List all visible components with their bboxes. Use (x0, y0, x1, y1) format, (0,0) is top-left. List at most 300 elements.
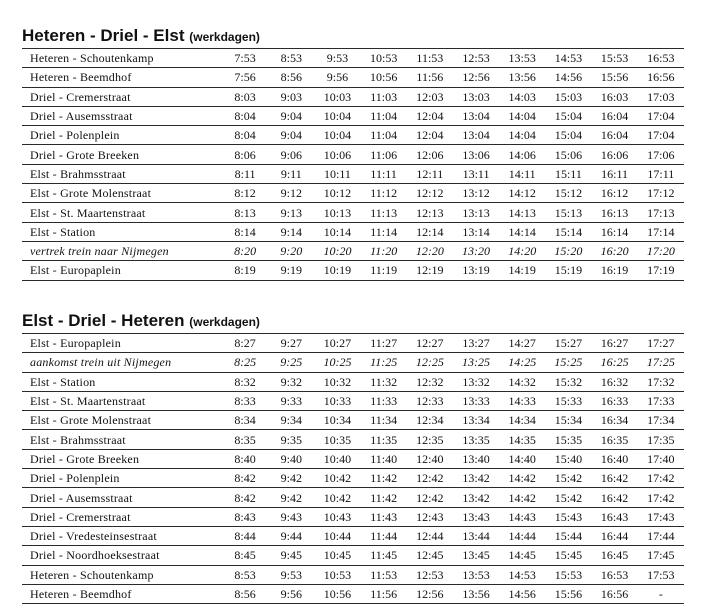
departure-time: 8:04 (222, 106, 268, 125)
departure-time: 16:12 (592, 184, 638, 203)
departure-time: 13:34 (453, 411, 499, 430)
departure-time: 12:42 (407, 488, 453, 507)
departure-time: 9:11 (268, 164, 314, 183)
departure-time: 10:53 (314, 565, 360, 584)
table-row (22, 49, 684, 68)
departure-time: 11:56 (361, 584, 407, 603)
departure-time: 10:12 (314, 184, 360, 203)
departure-time: 16:13 (592, 203, 638, 222)
departure-time: 9:34 (268, 411, 314, 430)
table-row (22, 145, 684, 164)
departure-time: 8:25 (222, 353, 268, 372)
departure-time: 9:14 (268, 222, 314, 241)
departure-time: 14:33 (499, 391, 545, 410)
departure-time: 14:14 (499, 222, 545, 241)
departure-time: 17:06 (638, 145, 684, 164)
departure-time: 14:44 (499, 526, 545, 545)
departure-time: 10:04 (314, 106, 360, 125)
departure-time: 11:20 (361, 241, 407, 260)
departure-time: 11:32 (361, 372, 407, 391)
departure-time: 12:33 (407, 391, 453, 410)
departure-time: 9:13 (268, 203, 314, 222)
table-row (22, 241, 684, 260)
departure-time: 9:27 (268, 334, 314, 353)
departure-time: 15:56 (545, 584, 591, 603)
departure-time: 15:20 (545, 241, 591, 260)
stop-name: Driel - Polenplein (22, 469, 222, 488)
departure-time: 11:45 (361, 546, 407, 565)
departure-time: 8:42 (222, 469, 268, 488)
departure-time: 12:03 (407, 87, 453, 106)
departure-time: 8:53 (222, 565, 268, 584)
departure-time: 12:06 (407, 145, 453, 164)
departure-time: 9:56 (314, 68, 360, 87)
departure-time: 10:33 (314, 391, 360, 410)
departure-time: 12:25 (407, 353, 453, 372)
departure-time: 7:53 (222, 49, 268, 68)
stop-name: Driel - Polenplein (22, 126, 222, 145)
departure-time: 14:04 (499, 106, 545, 125)
departure-time: 16:04 (592, 126, 638, 145)
departure-time: 14:27 (499, 334, 545, 353)
departure-time: 11:44 (361, 526, 407, 545)
departure-time: 8:20 (222, 241, 268, 260)
departure-time: 11:04 (361, 106, 407, 125)
departure-time: 15:42 (545, 488, 591, 507)
departure-time: 11:14 (361, 222, 407, 241)
departure-time: 13:53 (499, 49, 545, 68)
departure-time: 10:34 (314, 411, 360, 430)
departure-time: 15:40 (545, 449, 591, 468)
departure-time: 11:53 (407, 49, 453, 68)
departure-time: 11:06 (361, 145, 407, 164)
departure-time: 13:33 (453, 391, 499, 410)
table-row (22, 87, 684, 106)
departure-time: 10:27 (314, 334, 360, 353)
departure-time: 14:06 (499, 145, 545, 164)
departure-time: 11:42 (361, 488, 407, 507)
departure-time: 13:35 (453, 430, 499, 449)
departure-time: 17:25 (638, 353, 684, 372)
departure-time: 17:42 (638, 469, 684, 488)
departure-time: 17:53 (638, 565, 684, 584)
departure-time: 8:14 (222, 222, 268, 241)
departure-time: 13:04 (453, 126, 499, 145)
departure-time: 9:25 (268, 353, 314, 372)
departure-time: 16:14 (592, 222, 638, 241)
departure-time: 14:12 (499, 184, 545, 203)
stop-name: Heteren - Schoutenkamp (22, 49, 222, 68)
departure-time: 11:11 (361, 164, 407, 183)
departure-time: 8:40 (222, 449, 268, 468)
departure-time: 9:12 (268, 184, 314, 203)
departure-time: 9:53 (268, 565, 314, 584)
departure-time: 8:11 (222, 164, 268, 183)
departure-time: 8:33 (222, 391, 268, 410)
departure-time: 9:33 (268, 391, 314, 410)
timetable (22, 48, 684, 281)
departure-time: 16:34 (592, 411, 638, 430)
stop-name: Driel - Noordhoeksestraat (22, 546, 222, 565)
table-row (22, 526, 684, 545)
departure-time: 14:20 (499, 241, 545, 260)
departure-time: 17:45 (638, 546, 684, 565)
departure-time: 10:04 (314, 126, 360, 145)
stop-name: Driel - Grote Breeken (22, 145, 222, 164)
departure-time: 15:42 (545, 469, 591, 488)
departure-time: 11:25 (361, 353, 407, 372)
departure-time: 16:53 (592, 565, 638, 584)
departure-time: 14:34 (499, 411, 545, 430)
departure-time: 13:40 (453, 449, 499, 468)
departure-time: 14:35 (499, 430, 545, 449)
departure-time: 14:56 (545, 68, 591, 87)
departure-time: 15:03 (545, 87, 591, 106)
departure-time: 14:45 (499, 546, 545, 565)
departure-time: 10:56 (361, 68, 407, 87)
departure-time: 13:03 (453, 87, 499, 106)
departure-time: 17:03 (638, 87, 684, 106)
stop-name: Heteren - Schoutenkamp (22, 565, 222, 584)
departure-time: 15:12 (545, 184, 591, 203)
departure-time: 16:32 (592, 372, 638, 391)
departure-time: 13:13 (453, 203, 499, 222)
departure-time: 13:53 (453, 565, 499, 584)
departure-time: 10:25 (314, 353, 360, 372)
departure-time: 16:45 (592, 546, 638, 565)
table-row (22, 68, 684, 87)
table-row (22, 507, 684, 526)
departure-time: 15:43 (545, 507, 591, 526)
departure-time: 9:53 (314, 49, 360, 68)
departure-time: 12:19 (407, 261, 453, 280)
departure-time: 13:45 (453, 546, 499, 565)
departure-time: 13:44 (453, 526, 499, 545)
departure-time: 15:33 (545, 391, 591, 410)
departure-time: 15:56 (592, 68, 638, 87)
departure-time: 11:34 (361, 411, 407, 430)
departure-time: 17:42 (638, 488, 684, 507)
stop-name: Elst - Europaplein (22, 334, 222, 353)
departure-time: 11:40 (361, 449, 407, 468)
departure-time: 8:03 (222, 87, 268, 106)
stop-name: Elst - Station (22, 372, 222, 391)
departure-time: 12:56 (453, 68, 499, 87)
departure-time: 8:42 (222, 488, 268, 507)
departure-time: 16:25 (592, 353, 638, 372)
section-title: Elst - Driel - Heteren (werkdagen) (22, 311, 260, 330)
departure-time: 8:32 (222, 372, 268, 391)
departure-time: 16:03 (592, 87, 638, 106)
departure-time: 14:42 (499, 488, 545, 507)
departure-time: 8:56 (222, 584, 268, 603)
departure-time: 13:14 (453, 222, 499, 241)
departure-time: 14:32 (499, 372, 545, 391)
departure-time: 15:04 (545, 126, 591, 145)
departure-time: 17:04 (638, 106, 684, 125)
departure-time: 15:04 (545, 106, 591, 125)
departure-time: 13:56 (453, 584, 499, 603)
departure-time: 10:20 (314, 241, 360, 260)
table-row (22, 106, 684, 125)
section-title: Heteren - Driel - Elst (werkdagen) (22, 26, 260, 45)
departure-time: 17:19 (638, 261, 684, 280)
table-row (22, 391, 684, 410)
departure-time: 9:42 (268, 469, 314, 488)
table-row (22, 126, 684, 145)
departure-time: 8:19 (222, 261, 268, 280)
departure-time: 11:43 (361, 507, 407, 526)
departure-time: 17:44 (638, 526, 684, 545)
departure-time: 13:42 (453, 488, 499, 507)
table-row (22, 546, 684, 565)
departure-time: 12:14 (407, 222, 453, 241)
departure-time: 12:27 (407, 334, 453, 353)
departure-time: 15:11 (545, 164, 591, 183)
departure-time: 12:04 (407, 126, 453, 145)
departure-time: 8:13 (222, 203, 268, 222)
departure-time: 12:13 (407, 203, 453, 222)
departure-time: 12:35 (407, 430, 453, 449)
departure-time: 11:56 (407, 68, 453, 87)
table-row (22, 184, 684, 203)
departure-time: 14:53 (545, 49, 591, 68)
departure-time: 10:56 (314, 584, 360, 603)
stop-name: Driel - Cremerstraat (22, 507, 222, 526)
departure-time: 10:11 (314, 164, 360, 183)
departure-time: 11:12 (361, 184, 407, 203)
departure-time: 8:12 (222, 184, 268, 203)
departure-time: 7:56 (222, 68, 268, 87)
departure-time: 12:53 (453, 49, 499, 68)
departure-time: 15:44 (545, 526, 591, 545)
stop-name: Heteren - Beemdhof (22, 68, 222, 87)
departure-time: 12:44 (407, 526, 453, 545)
table-row (22, 222, 684, 241)
departure-time: 14:40 (499, 449, 545, 468)
departure-time: 15:45 (545, 546, 591, 565)
departure-time: 12:43 (407, 507, 453, 526)
departure-time: 9:40 (268, 449, 314, 468)
stop-name: Driel - Ausemsstraat (22, 488, 222, 507)
departure-time: 12:53 (407, 565, 453, 584)
departure-time: 13:04 (453, 106, 499, 125)
departure-time: 10:45 (314, 546, 360, 565)
stop-name: Elst - Europaplein (22, 261, 222, 280)
departure-time: 13:56 (499, 68, 545, 87)
departure-time: 13:32 (453, 372, 499, 391)
departure-time: 9:04 (268, 106, 314, 125)
departure-time: 15:25 (545, 353, 591, 372)
departure-time: 16:19 (592, 261, 638, 280)
departure-time: 17:13 (638, 203, 684, 222)
stop-name: Elst - St. Maartenstraat (22, 391, 222, 410)
departure-time: 12:32 (407, 372, 453, 391)
departure-time: 8:43 (222, 507, 268, 526)
departure-time: 10:53 (361, 49, 407, 68)
departure-time: 17:35 (638, 430, 684, 449)
stop-name: vertrek trein naar Nijmegen (22, 241, 222, 260)
departure-time: 10:32 (314, 372, 360, 391)
departure-time: 16:35 (592, 430, 638, 449)
table-row (22, 164, 684, 183)
table-row (22, 261, 684, 280)
stop-name: aankomst trein uit Nijmegen (22, 353, 222, 372)
departure-time: 8:56 (268, 68, 314, 87)
table-row (22, 430, 684, 449)
departure-time: 15:27 (545, 334, 591, 353)
timetable (22, 333, 684, 604)
departure-time: 16:53 (638, 49, 684, 68)
departure-time: 8:34 (222, 411, 268, 430)
departure-time: 8:44 (222, 526, 268, 545)
departure-time: 10:40 (314, 449, 360, 468)
departure-time: 13:06 (453, 145, 499, 164)
departure-time: 14:56 (499, 584, 545, 603)
departure-time: 13:11 (453, 164, 499, 183)
departure-time: 16:43 (592, 507, 638, 526)
departure-time: 16:11 (592, 164, 638, 183)
departure-time: 10:13 (314, 203, 360, 222)
departure-time: 13:25 (453, 353, 499, 372)
departure-time: 15:32 (545, 372, 591, 391)
departure-time: 14:11 (499, 164, 545, 183)
departure-time: 8:53 (268, 49, 314, 68)
departure-time: 9:44 (268, 526, 314, 545)
departure-time: 11:19 (361, 261, 407, 280)
table-row (22, 372, 684, 391)
table-row (22, 488, 684, 507)
departure-time: 11:27 (361, 334, 407, 353)
departure-time: 16:42 (592, 469, 638, 488)
departure-time: 10:19 (314, 261, 360, 280)
stop-name: Elst - Grote Molenstraat (22, 184, 222, 203)
departure-time: 13:42 (453, 469, 499, 488)
table-row (22, 353, 684, 372)
table-row (22, 449, 684, 468)
departure-time: 9:20 (268, 241, 314, 260)
stop-name: Driel - Ausemsstraat (22, 106, 222, 125)
departure-time: 15:06 (545, 145, 591, 164)
departure-time: 11:33 (361, 391, 407, 410)
stop-name: Heteren - Beemdhof (22, 584, 222, 603)
departure-time: 15:53 (592, 49, 638, 68)
departure-time: 16:40 (592, 449, 638, 468)
departure-time: 10:43 (314, 507, 360, 526)
departure-time: 8:35 (222, 430, 268, 449)
departure-time: 14:13 (499, 203, 545, 222)
departure-time: 14:03 (499, 87, 545, 106)
departure-time: 15:19 (545, 261, 591, 280)
departure-time: 13:27 (453, 334, 499, 353)
departure-time: 17:11 (638, 164, 684, 183)
departure-time: 8:04 (222, 126, 268, 145)
departure-time: 12:34 (407, 411, 453, 430)
departure-time: 14:43 (499, 507, 545, 526)
departure-time: 16:33 (592, 391, 638, 410)
stop-name: Elst - Station (22, 222, 222, 241)
departure-time: 10:03 (314, 87, 360, 106)
departure-time: 11:53 (361, 565, 407, 584)
stop-name: Elst - St. Maartenstraat (22, 203, 222, 222)
departure-time: 15:53 (545, 565, 591, 584)
departure-time: 9:32 (268, 372, 314, 391)
departure-time: 12:45 (407, 546, 453, 565)
departure-time: 17:04 (638, 126, 684, 145)
departure-time: 12:04 (407, 106, 453, 125)
table-row (22, 334, 684, 353)
departure-time: 10:42 (314, 469, 360, 488)
departure-time: 17:32 (638, 372, 684, 391)
departure-time: 10:44 (314, 526, 360, 545)
timetable-elst-heteren (22, 309, 684, 604)
departure-time: 12:40 (407, 449, 453, 468)
departure-time: 11:03 (361, 87, 407, 106)
departure-time: 9:03 (268, 87, 314, 106)
departure-time: 16:44 (592, 526, 638, 545)
departure-time: 15:35 (545, 430, 591, 449)
departure-time: 9:19 (268, 261, 314, 280)
departure-time: 16:20 (592, 241, 638, 260)
departure-time: 9:56 (268, 584, 314, 603)
departure-time: 9:45 (268, 546, 314, 565)
departure-time: 8:27 (222, 334, 268, 353)
departure-time: 11:42 (361, 469, 407, 488)
timetable-heteren-elst (22, 24, 684, 281)
departure-time: 12:42 (407, 469, 453, 488)
departure-time: 12:12 (407, 184, 453, 203)
departure-time: 8:45 (222, 546, 268, 565)
stop-name: Driel - Grote Breeken (22, 449, 222, 468)
departure-time: 17:40 (638, 449, 684, 468)
departure-time: 14:25 (499, 353, 545, 372)
departure-time: 15:13 (545, 203, 591, 222)
departure-time: 14:53 (499, 565, 545, 584)
departure-time: 10:42 (314, 488, 360, 507)
table-row (22, 584, 684, 603)
stop-name: Elst - Brahmsstraat (22, 164, 222, 183)
departure-time: 13:20 (453, 241, 499, 260)
departure-time: 10:06 (314, 145, 360, 164)
departure-time: 13:43 (453, 507, 499, 526)
departure-time: 16:56 (592, 584, 638, 603)
departure-time: 9:04 (268, 126, 314, 145)
departure-time: 17:12 (638, 184, 684, 203)
table-row (22, 565, 684, 584)
departure-time: 13:12 (453, 184, 499, 203)
table-row (22, 469, 684, 488)
departure-time: 16:04 (592, 106, 638, 125)
departure-time: 15:14 (545, 222, 591, 241)
stop-name: Elst - Grote Molenstraat (22, 411, 222, 430)
departure-time: 9:42 (268, 488, 314, 507)
departure-time: 17:27 (638, 334, 684, 353)
departure-time: 10:35 (314, 430, 360, 449)
departure-time: 17:43 (638, 507, 684, 526)
table-row (22, 203, 684, 222)
stop-name: Elst - Brahmsstraat (22, 430, 222, 449)
stop-name: Driel - Vredesteinsestraat (22, 526, 222, 545)
departure-time: 12:56 (407, 584, 453, 603)
departure-time: 11:13 (361, 203, 407, 222)
departure-time: 16:27 (592, 334, 638, 353)
departure-time: 9:43 (268, 507, 314, 526)
departure-time: 15:34 (545, 411, 591, 430)
departure-time: 14:42 (499, 469, 545, 488)
departure-time: 11:35 (361, 430, 407, 449)
departure-time: 12:20 (407, 241, 453, 260)
departure-time: 16:56 (638, 68, 684, 87)
